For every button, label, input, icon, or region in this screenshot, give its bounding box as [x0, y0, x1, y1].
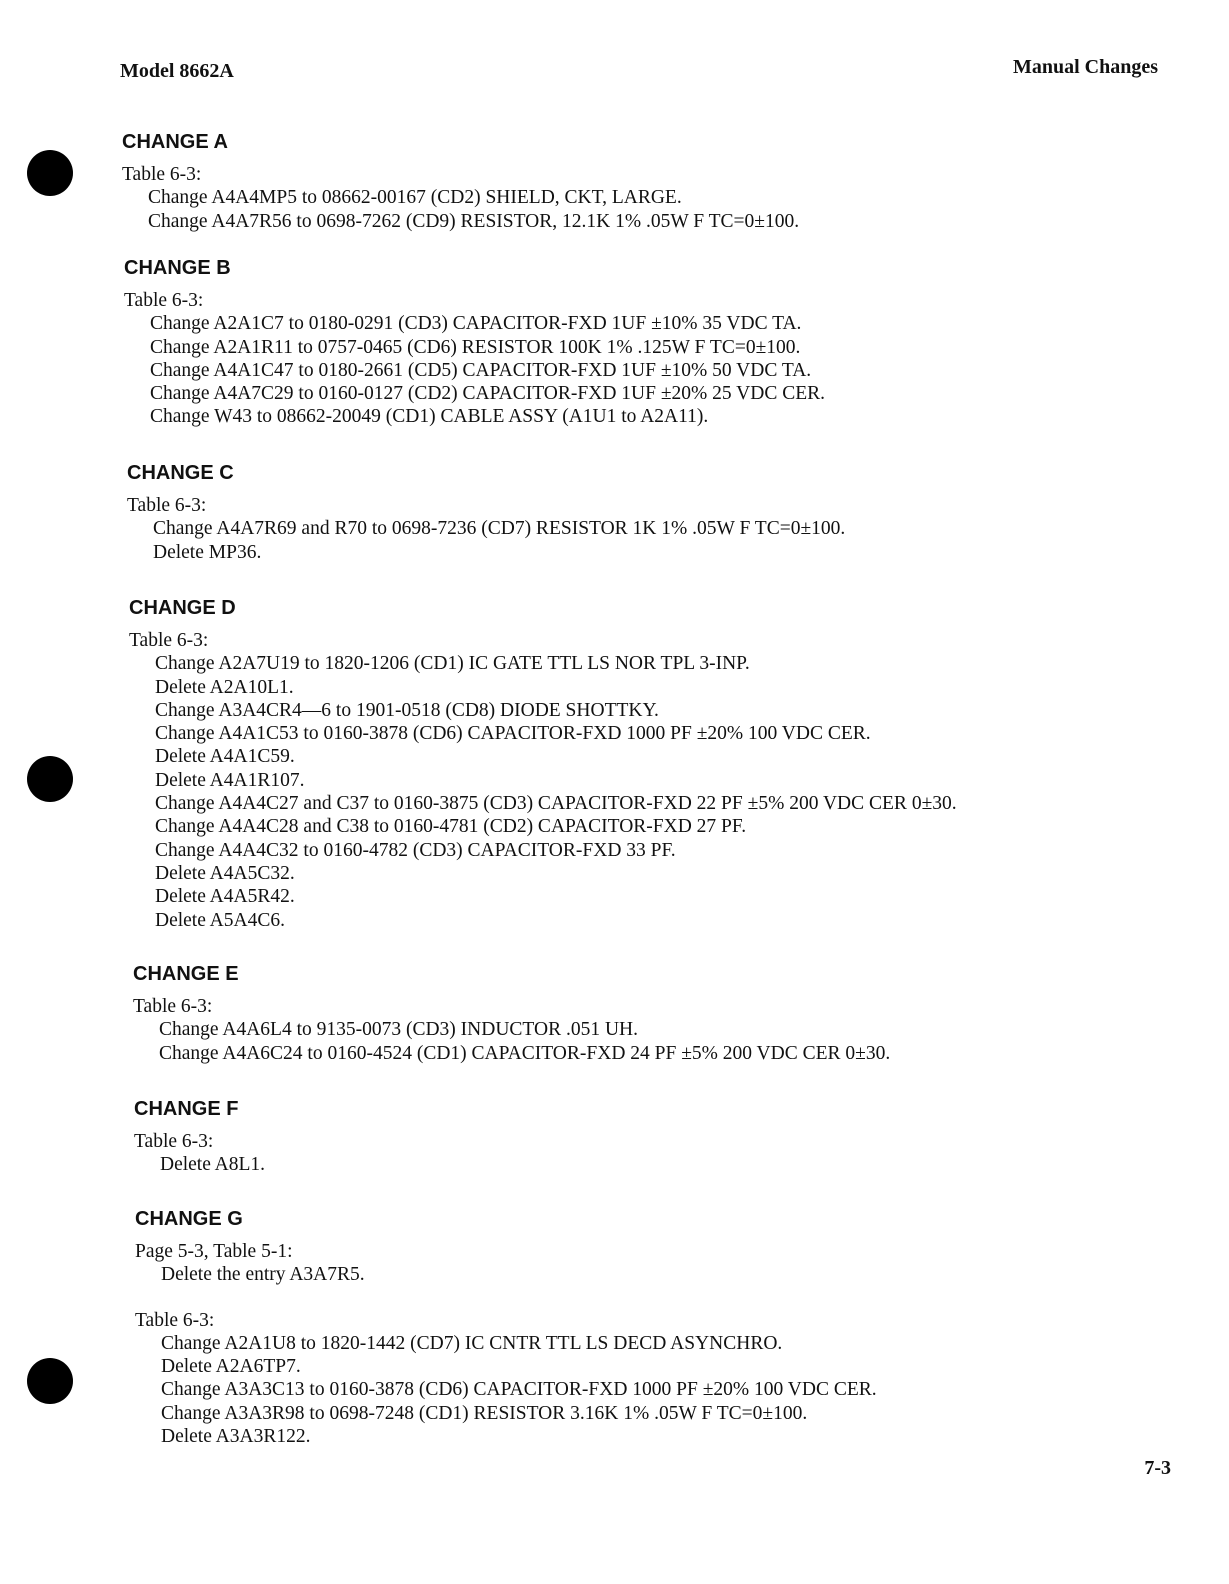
change-d-line-8: Change A4A4C28 and C38 to 0160-4781 (CD2) CAPACITOR-FXD 27 PF. — [155, 816, 747, 838]
change-d-line-12: Delete A5A4C6. — [155, 909, 285, 931]
change-c-table-ref: Table 6-3: — [127, 495, 207, 516]
change-b-line-2: Change A2A1R11 to 0757-0465 (CD6) RESISTOR 100K 1% .125W F TC=0±100. — [150, 336, 801, 358]
change-g-table-ref: Table 6-3: — [135, 1309, 215, 1331]
change-b-line-4: Change A4A7C29 to 0160-0127 (CD2) CAPACITOR-FXD 1UF ±20% 25 VDC CER. — [150, 383, 826, 405]
change-g-section — [135, 1207, 877, 1448]
change-g-title: CHANGE G — [135, 1208, 243, 1230]
change-f-line-1: Delete A8L1. — [160, 1154, 266, 1176]
change-d-line-10: Delete A4A5C32. — [155, 862, 295, 884]
change-e-title: CHANGE E — [133, 963, 239, 985]
change-d-line-11: Delete A4A5R42. — [155, 886, 295, 908]
change-g-line-2: Change A2A1U8 to 1820-1442 (CD7) IC CNTR TTL LS DECD ASYNCHRO. — [161, 1332, 783, 1354]
change-b-line-5: Change W43 to 08662-20049 (CD1) CABLE ASSY (A1U1 to A2A11). — [150, 406, 709, 428]
change-g-line-3: Delete A2A6TP7. — [161, 1356, 301, 1378]
change-d-line-6: Delete A4A1R107. — [155, 769, 305, 791]
change-b-section — [124, 256, 825, 429]
change-f-table-ref: Table 6-3: — [134, 1131, 214, 1152]
change-a-line-2: Change A4A7R56 to 0698-7262 (CD9) RESISTOR, 12.1K 1% .05W F TC=0±100. — [148, 210, 800, 232]
change-d-line-4: Change A4A1C53 to 0160-3878 (CD6) CAPACITOR-FXD 1000 PF ±20% 100 VDC CER. — [155, 723, 871, 745]
change-b-line-1: Change A2A1C7 to 0180-0291 (CD3) CAPACITOR-FXD 1UF ±10% 35 VDC TA. — [150, 313, 802, 335]
change-d-line-2: Delete A2A10L1. — [155, 676, 294, 698]
change-d-line-5: Delete A4A1C59. — [155, 746, 295, 768]
page-number: 7-3 — [1144, 1457, 1171, 1479]
change-g-line-5: Change A3A3R98 to 0698-7248 (CD1) RESISTOR 3.16K 1% .05W F TC=0±100. — [161, 1402, 808, 1424]
change-d-line-3: Change A3A4CR4—6 to 1901-0518 (CD8) DIODE SHOTTKY. — [155, 699, 659, 721]
change-d-line-1: Change A2A7U19 to 1820-1206 (CD1) IC GATE TTL LS NOR TPL 3-INP. — [155, 653, 750, 675]
change-a-section — [122, 130, 799, 233]
change-f-title: CHANGE F — [134, 1098, 239, 1120]
change-b-line-3: Change A4A1C47 to 0180-2661 (CD5) CAPACITOR-FXD 1UF ±10% 50 VDC TA. — [150, 359, 812, 381]
change-e-table-ref: Table 6-3: — [133, 996, 213, 1017]
change-b-table-ref: Table 6-3: — [124, 290, 204, 311]
change-c-title: CHANGE C — [127, 462, 234, 484]
change-c-section — [127, 461, 845, 564]
change-g-page-ref: Page 5-3, Table 5-1: — [135, 1241, 293, 1262]
change-b-title: CHANGE B — [124, 257, 231, 279]
change-f-section — [134, 1097, 265, 1177]
change-a-line-1: Change A4A4MP5 to 08662-00167 (CD2) SHIELD, CKT, LARGE. — [148, 187, 682, 209]
binder-hole-bottom — [27, 1358, 73, 1404]
change-d-title: CHANGE D — [129, 597, 236, 619]
change-c-line-1: Change A4A7R69 and R70 to 0698-7236 (CD7) RESISTOR 1K 1% .05W F TC=0±100. — [153, 518, 846, 540]
change-g-line-1: Delete the entry A3A7R5. — [161, 1264, 365, 1286]
change-a-table-ref: Table 6-3: — [122, 164, 202, 185]
change-e-line-1: Change A4A6L4 to 9135-0073 (CD3) INDUCTOR .051 UH. — [159, 1019, 638, 1041]
change-e-line-2: Change A4A6C24 to 0160-4524 (CD1) CAPACITOR-FXD 24 PF ±5% 200 VDC CER 0±30. — [159, 1042, 891, 1064]
change-g-line-6: Delete A3A3R122. — [161, 1426, 311, 1448]
change-d-line-9: Change A4A4C32 to 0160-4782 (CD3) CAPACITOR-FXD 33 PF. — [155, 839, 676, 861]
change-d-table-ref: Table 6-3: — [129, 630, 209, 651]
binder-hole-top — [27, 150, 73, 196]
change-a-title: CHANGE A — [122, 131, 228, 153]
change-c-line-2: Delete MP36. — [153, 541, 262, 563]
change-d-line-7: Change A4A4C27 and C37 to 0160-3875 (CD3) CAPACITOR-FXD 22 PF ±5% 200 VDC CER 0±30. — [155, 793, 957, 815]
header-model: Model 8662A — [120, 60, 234, 82]
binder-hole-middle — [27, 756, 73, 802]
header-section-title: Manual Changes — [1012, 56, 1158, 78]
change-d-section — [129, 596, 957, 932]
change-g-line-4: Change A3A3C13 to 0160-3878 (CD6) CAPACITOR-FXD 1000 PF ±20% 100 VDC CER. — [161, 1379, 877, 1401]
change-e-section — [133, 962, 890, 1065]
